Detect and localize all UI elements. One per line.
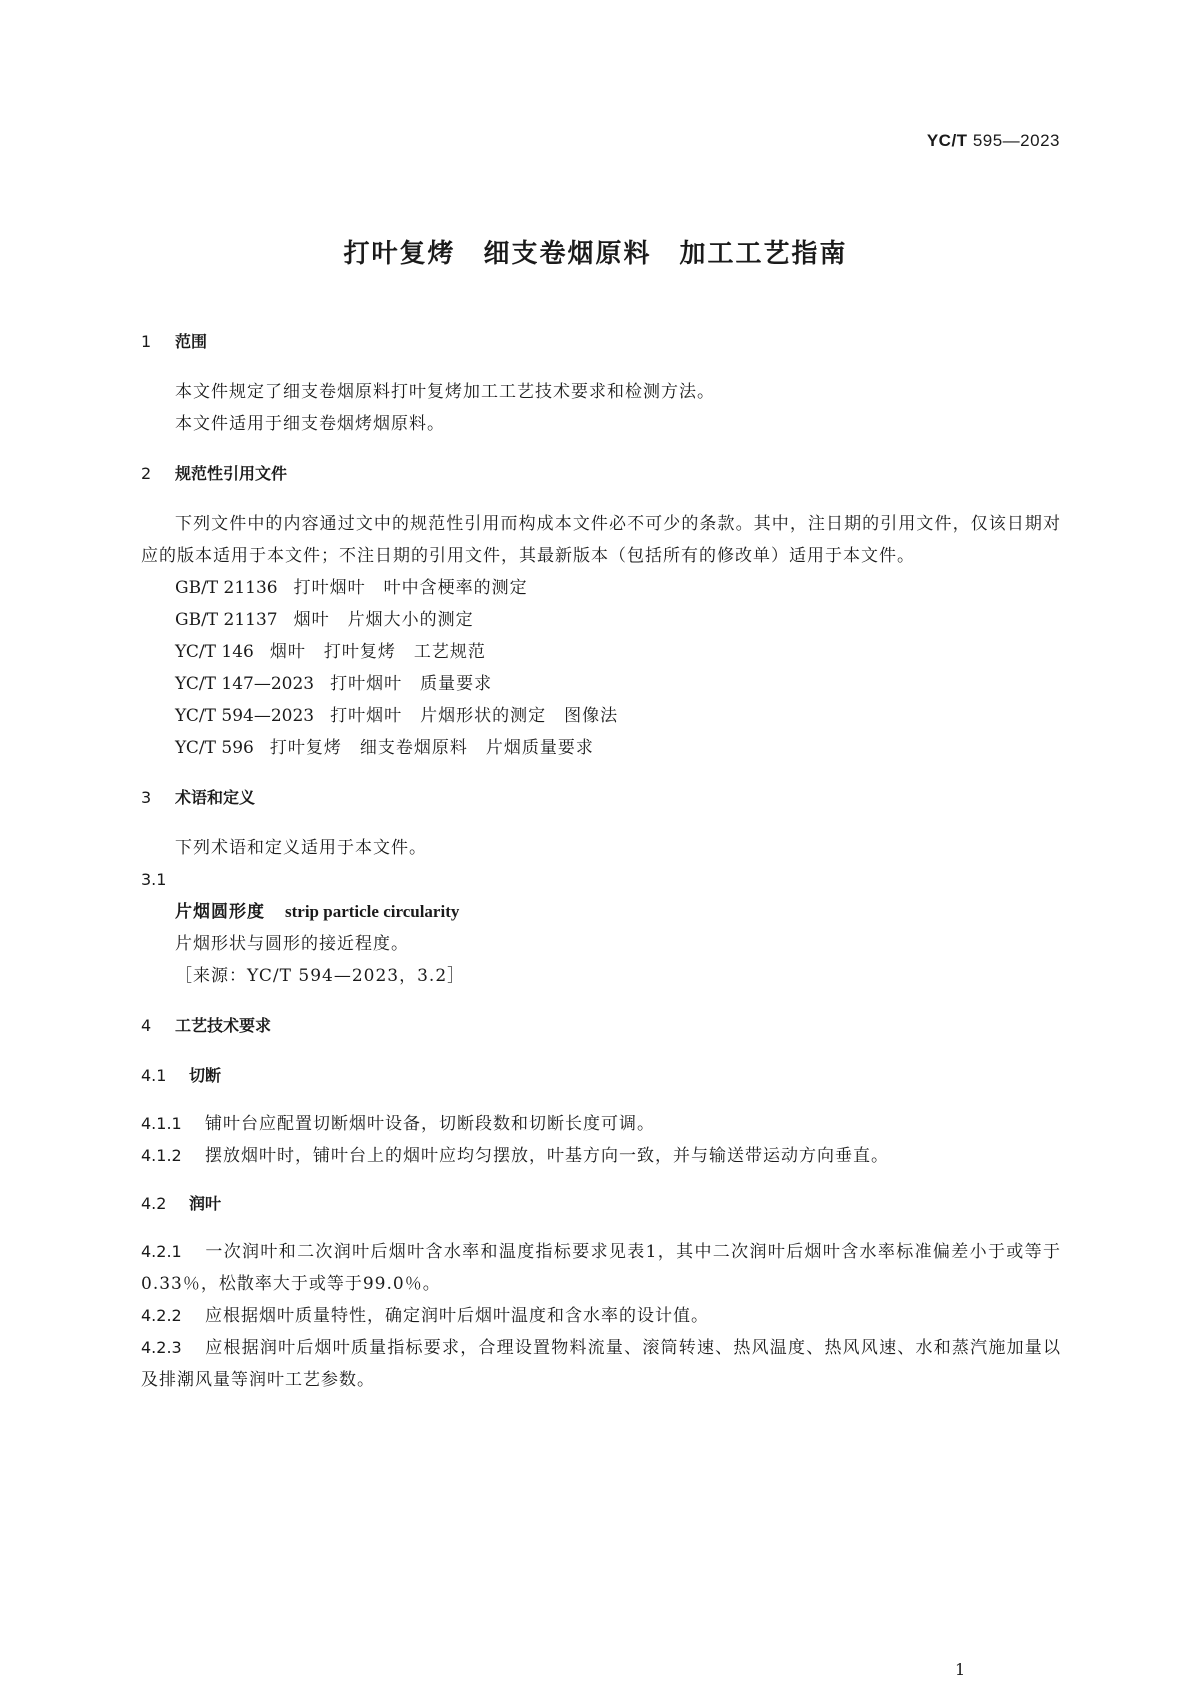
reference-item xyxy=(141,700,1061,732)
reference-title-part: 打叶烟叶 xyxy=(293,578,366,598)
section-title: 规范性引用文件 xyxy=(175,464,288,483)
reference-code: YC/T 147—2023 xyxy=(175,674,315,694)
subsection-number: 4.1 xyxy=(141,1066,167,1085)
reference-title-part: 图像法 xyxy=(564,706,619,726)
section-title: 工艺技术要求 xyxy=(175,1016,272,1035)
clause-text: 一次润叶和二次润叶后烟叶含水率和温度指标要求见表1，其中二次润叶后烟叶含水率标准偏差小于或等于0.33％，松散率大于或等于99.0％。 xyxy=(141,1242,1061,1294)
page-number: 1 xyxy=(955,1660,966,1679)
standard-number: 595—2023 xyxy=(972,131,1060,150)
clause-text: 应根据烟叶质量特性，确定润叶后烟叶温度和含水率的设计值。 xyxy=(205,1306,709,1326)
subsection-title: 润叶 xyxy=(189,1194,222,1213)
clause-number: 4.2.2 xyxy=(141,1306,182,1325)
term-entry xyxy=(141,896,1061,928)
section-heading xyxy=(141,324,1061,360)
reference-title-part: 工艺规范 xyxy=(413,642,486,662)
reference-title-part: 细支卷烟原料 xyxy=(359,738,468,758)
paragraph: 下列文件中的内容通过文中的规范性引用而构成本文件必不可少的条款。其中，注日期的引用文件，仅该日期对应的版本适用于本文件；不注日期的引用文件，其最新版本（包括所有的修改单）适用于本文件。 xyxy=(141,514,1061,566)
term-chinese: 片烟圆形度 xyxy=(175,902,265,922)
reference-code: YC/T 596 xyxy=(175,738,254,758)
section-heading xyxy=(141,780,1061,816)
clause-text: 铺叶台应配置切断烟叶设备，切断段数和切断长度可调。 xyxy=(205,1114,655,1134)
section-number: 4 xyxy=(141,1016,152,1035)
reference-item xyxy=(141,732,1061,764)
document-title: 打叶复烤 细支卷烟原料 加工工艺指南 xyxy=(343,239,848,269)
reference-title-part: 打叶烟叶 xyxy=(330,674,403,694)
clause xyxy=(141,1108,1061,1140)
reference-list xyxy=(141,572,1061,764)
clause-text: 应根据润叶后烟叶质量指标要求，合理设置物料流量、滚筒转速、热风温度、热风风速、水和蒸汽施加量以及排潮风量等润叶工艺参数。 xyxy=(141,1338,1061,1390)
paragraph: 本文件适用于细支卷烟烤烟原料。 xyxy=(175,414,445,434)
subsection-heading xyxy=(141,1188,1061,1220)
reference-code: GB/T 21137 xyxy=(175,610,278,630)
reference-title-part: 片烟形状的测定 xyxy=(420,706,547,726)
paragraph: 本文件规定了细支卷烟原料打叶复烤加工工艺技术要求和检测方法。 xyxy=(175,382,715,402)
reference-title-part: 打叶复烤 xyxy=(323,642,396,662)
standard-prefix: YC/T xyxy=(926,131,968,150)
subsection-number: 4.2 xyxy=(141,1194,167,1213)
reference-code: GB/T 21136 xyxy=(175,578,278,598)
clause-number: 4.1.2 xyxy=(141,1146,182,1165)
reference-title-part: 烟叶 xyxy=(269,642,306,662)
reference-item xyxy=(141,668,1061,700)
clause-number: 4.1.1 xyxy=(141,1114,182,1133)
section-heading xyxy=(141,1008,1061,1044)
document-body xyxy=(141,324,1061,1396)
paragraph: 下列术语和定义适用于本文件。 xyxy=(175,838,427,858)
reference-item xyxy=(141,604,1061,636)
clause-text: 摆放烟叶时，铺叶台上的烟叶应均匀摆放，叶基方向一致，并与输送带运动方向垂直。 xyxy=(205,1146,889,1166)
reference-title-part: 打叶复烤 xyxy=(269,738,342,758)
reference-item xyxy=(141,636,1061,668)
term-definition: 片烟形状与圆形的接近程度。 xyxy=(175,934,409,954)
section-heading xyxy=(141,456,1061,492)
reference-title-part: 打叶烟叶 xyxy=(330,706,403,726)
clause-number: 4.2.1 xyxy=(141,1242,182,1261)
reference-title-part: 片烟质量要求 xyxy=(485,738,594,758)
standard-code xyxy=(927,131,1060,151)
reference-title-part: 片烟大小的测定 xyxy=(347,610,474,630)
clause xyxy=(141,1140,1061,1172)
subsection-heading xyxy=(141,1060,1061,1092)
reference-title-part: 烟叶 xyxy=(293,610,330,630)
clause-number: 4.2.3 xyxy=(141,1338,182,1357)
section-number: 1 xyxy=(141,332,152,351)
clause xyxy=(141,1332,1061,1396)
reference-code: YC/T 594—2023 xyxy=(175,706,315,726)
reference-title-part: 质量要求 xyxy=(420,674,493,694)
section-title: 术语和定义 xyxy=(175,788,256,807)
clause xyxy=(141,1236,1061,1300)
section-title: 范围 xyxy=(175,332,208,351)
reference-title-part: 叶中含梗率的测定 xyxy=(383,578,528,598)
reference-item xyxy=(141,572,1061,604)
term-english: strip particle circularity xyxy=(285,902,460,921)
section-number: 3 xyxy=(141,788,152,807)
term-number: 3.1 xyxy=(141,870,167,889)
subsection-title: 切断 xyxy=(189,1066,222,1085)
section-number: 2 xyxy=(141,464,152,483)
term-source: ［来源：YC/T 594—2023，3.2］ xyxy=(175,966,466,986)
reference-code: YC/T 146 xyxy=(175,642,254,662)
clause xyxy=(141,1300,1061,1332)
